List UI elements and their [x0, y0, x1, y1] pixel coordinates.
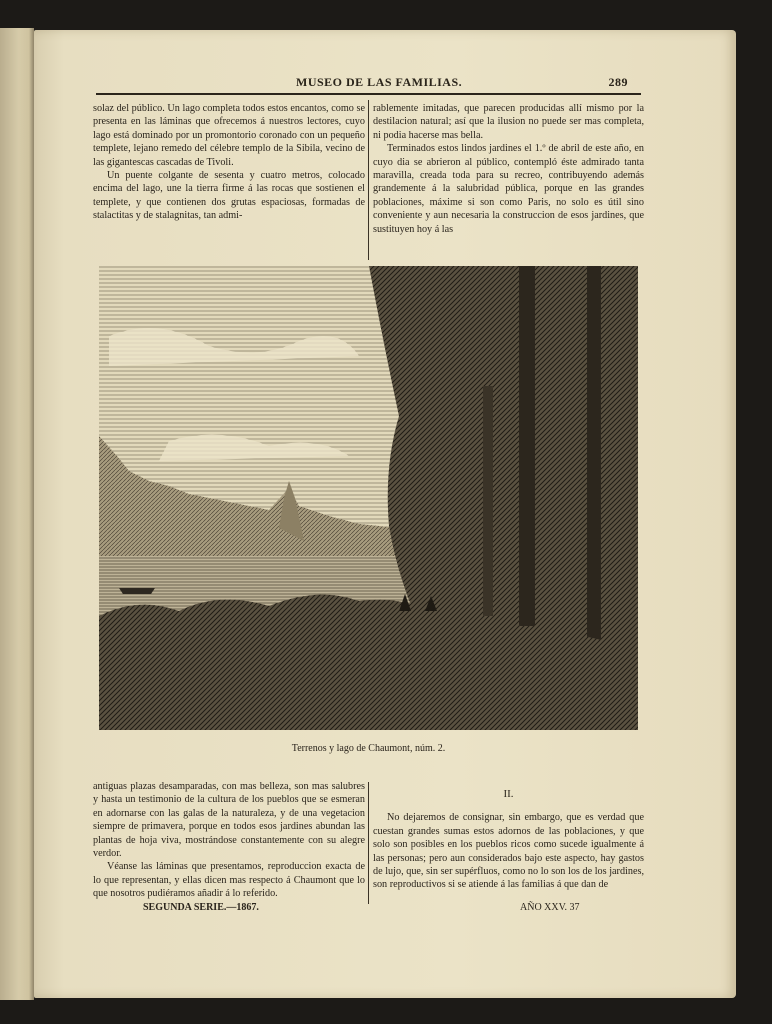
paragraph: No dejaremos de consignar, sin embargo, que es verdad que cuestan grandes sumas estos adornos de las poblaciones, y que solo son posibles en los pueblos ricos como sucede igualmente á las personas; pero aun considerados bajo este aspecto, hay gastos de lujo, que, sin ser supérfluos, como no lo son los de los jardines, son reproductivos si se atiende á las familias á que dan de	[373, 812, 644, 891]
top-right-column	[373, 102, 644, 236]
tree-trunk	[519, 266, 535, 626]
sheet-number: 37	[569, 902, 580, 913]
paragraph: solaz del público. Un lago completa todos estos encantos, como se presenta en las láminas que ofrecemos á nuestros lectores, cuyo lago está dominado por un promontorio coronado con un pequeño templete, lejano remedo del célebre templo de la Sibila, vecino de las gigantescas cascadas de Tivoli.	[93, 103, 365, 168]
bottom-right-column	[373, 780, 644, 892]
paragraph: rablemente imitadas, que parecen producidas allí mismo por la destilacion natural; así que la ilusion no puede ser mas completa, ni podia hacerse mas bella.	[373, 103, 644, 141]
boat	[119, 588, 155, 594]
column-divider	[368, 100, 369, 260]
bottom-left-column	[93, 780, 365, 901]
volume-year: AÑO XXV.	[520, 902, 568, 913]
left-page-edge	[0, 28, 34, 1000]
tree-trunk	[483, 386, 493, 616]
foreground-rocks	[439, 635, 638, 730]
page-number: 289	[608, 75, 628, 89]
paragraph: Terminados estos lindos jardines el 1.º de abril de este año, en cuyo dia se abrieron al público, contempló éste admirado tanta maravilla, creada toda para su recreo, contribuyendo además grandemente á la salubridad pública, porque en las grandes poblaciones, máxime si son como Paris, no solo es útil sino conveniente y aun necesaria la construccion de esos jardines, que sustituyen hoy á las	[373, 143, 644, 235]
journal-title: MUSEO DE LAS FAMILIAS.	[296, 75, 463, 89]
series-footer: SEGUNDA SERIE.—1867.	[143, 902, 259, 913]
paragraph: Un puente colgante de sesenta y cuatro metros, colocado encima del lago, une la tierra firme á las rocas que sostienen el templete, y que contienen dos grutas espaciosas, formadas de stalactitas y de stalagnitas, tan admi-	[93, 170, 365, 222]
top-left-column	[93, 102, 365, 223]
header-rule	[96, 93, 641, 95]
figure-caption: Terrenos y lago de Chaumont, núm. 2.	[291, 743, 446, 754]
running-header	[100, 73, 640, 91]
column-divider	[368, 782, 369, 904]
lake-landscape-engraving	[99, 266, 638, 730]
paragraph: antiguas plazas desamparadas, con mas belleza, son mas salubres y hasta un testimonio de la cultura de los pueblos que se esmeran en adornarse con las galas de la naturaleza, y de una vegetacion siempre de primavera, porque en todos esos jardines abundan las plantas de hoja viva, mostrándose constantemente con su alegre verdor.	[93, 781, 365, 860]
section-number: II.	[503, 788, 514, 800]
tree-trunk	[587, 266, 601, 646]
engraving-illustration	[99, 266, 638, 730]
paragraph: Véanse las láminas que presentamos, reproduccion exacta de lo que representan, y ellas dicen mas respecto á Chaumont que lo que nosotros pudiéramos añadir á lo referido.	[93, 861, 365, 900]
year-footer	[520, 902, 580, 913]
